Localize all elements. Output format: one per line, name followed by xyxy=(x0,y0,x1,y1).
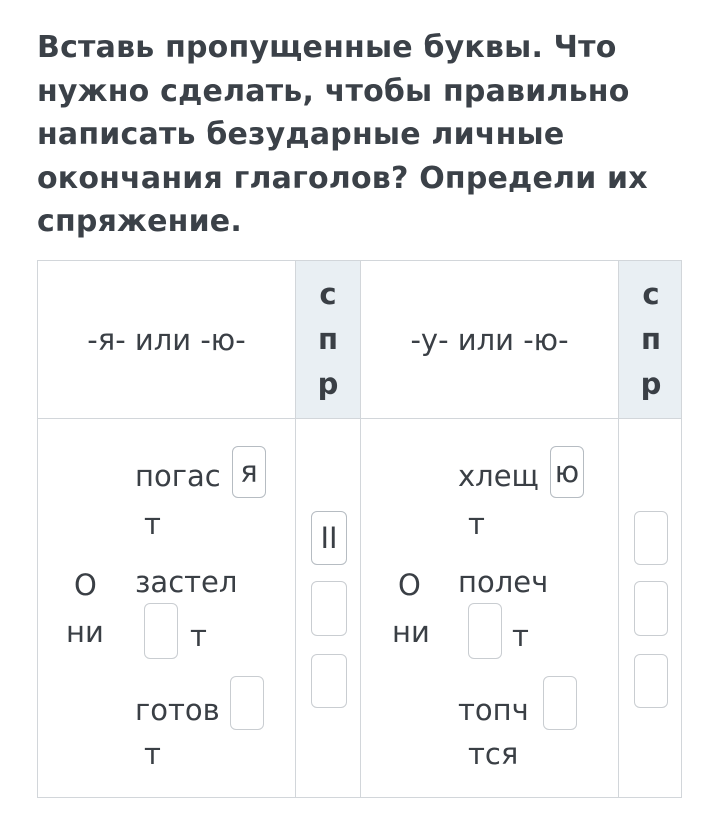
header-u-yu: -у- или -ю- xyxy=(410,322,569,357)
verb-end: т xyxy=(512,619,529,653)
answer-input[interactable] xyxy=(144,603,178,659)
answer-input[interactable]: ю xyxy=(550,446,584,498)
verb-start: погас xyxy=(135,459,221,493)
pronoun-right: О xyxy=(398,568,421,602)
verb-end: т xyxy=(190,619,207,653)
answer-input[interactable] xyxy=(230,676,264,730)
verb-end: т xyxy=(144,507,161,541)
conjugation-input[interactable] xyxy=(311,581,347,636)
header-spr-right: с п р xyxy=(640,277,662,401)
pronoun-right: ни xyxy=(392,615,430,649)
answer-input[interactable] xyxy=(543,676,577,730)
answer-input[interactable] xyxy=(468,603,502,659)
verb-start: готов xyxy=(135,693,220,727)
conjugation-input[interactable] xyxy=(634,654,668,708)
conjugation-input[interactable] xyxy=(311,654,347,708)
conjugation-input[interactable]: II xyxy=(311,511,347,565)
pronoun-left: О xyxy=(74,568,97,602)
header-ya-yu: -я- или -ю- xyxy=(87,322,246,357)
conjugation-input[interactable] xyxy=(634,581,668,636)
conjugation-input[interactable] xyxy=(634,511,668,565)
verb-end: тся xyxy=(468,737,519,771)
verb-start: хлещ xyxy=(458,459,539,493)
verb-start: полеч xyxy=(458,565,549,599)
verb-start: застел xyxy=(135,565,238,599)
header-spr-left: с п р xyxy=(317,277,339,401)
verb-end: т xyxy=(144,737,161,771)
exercise-table xyxy=(37,260,682,798)
divider xyxy=(38,418,681,419)
verb-end: т xyxy=(468,507,485,541)
verb-start: топч xyxy=(458,693,529,727)
answer-input[interactable]: я xyxy=(232,446,266,498)
pronoun-left: ни xyxy=(66,615,104,649)
question-text: Вставь пропущенные буквы. Что нужно сделать, чтобы правильно написать безударные личные окончания глаголов? Определи их спряжение. xyxy=(37,30,648,239)
